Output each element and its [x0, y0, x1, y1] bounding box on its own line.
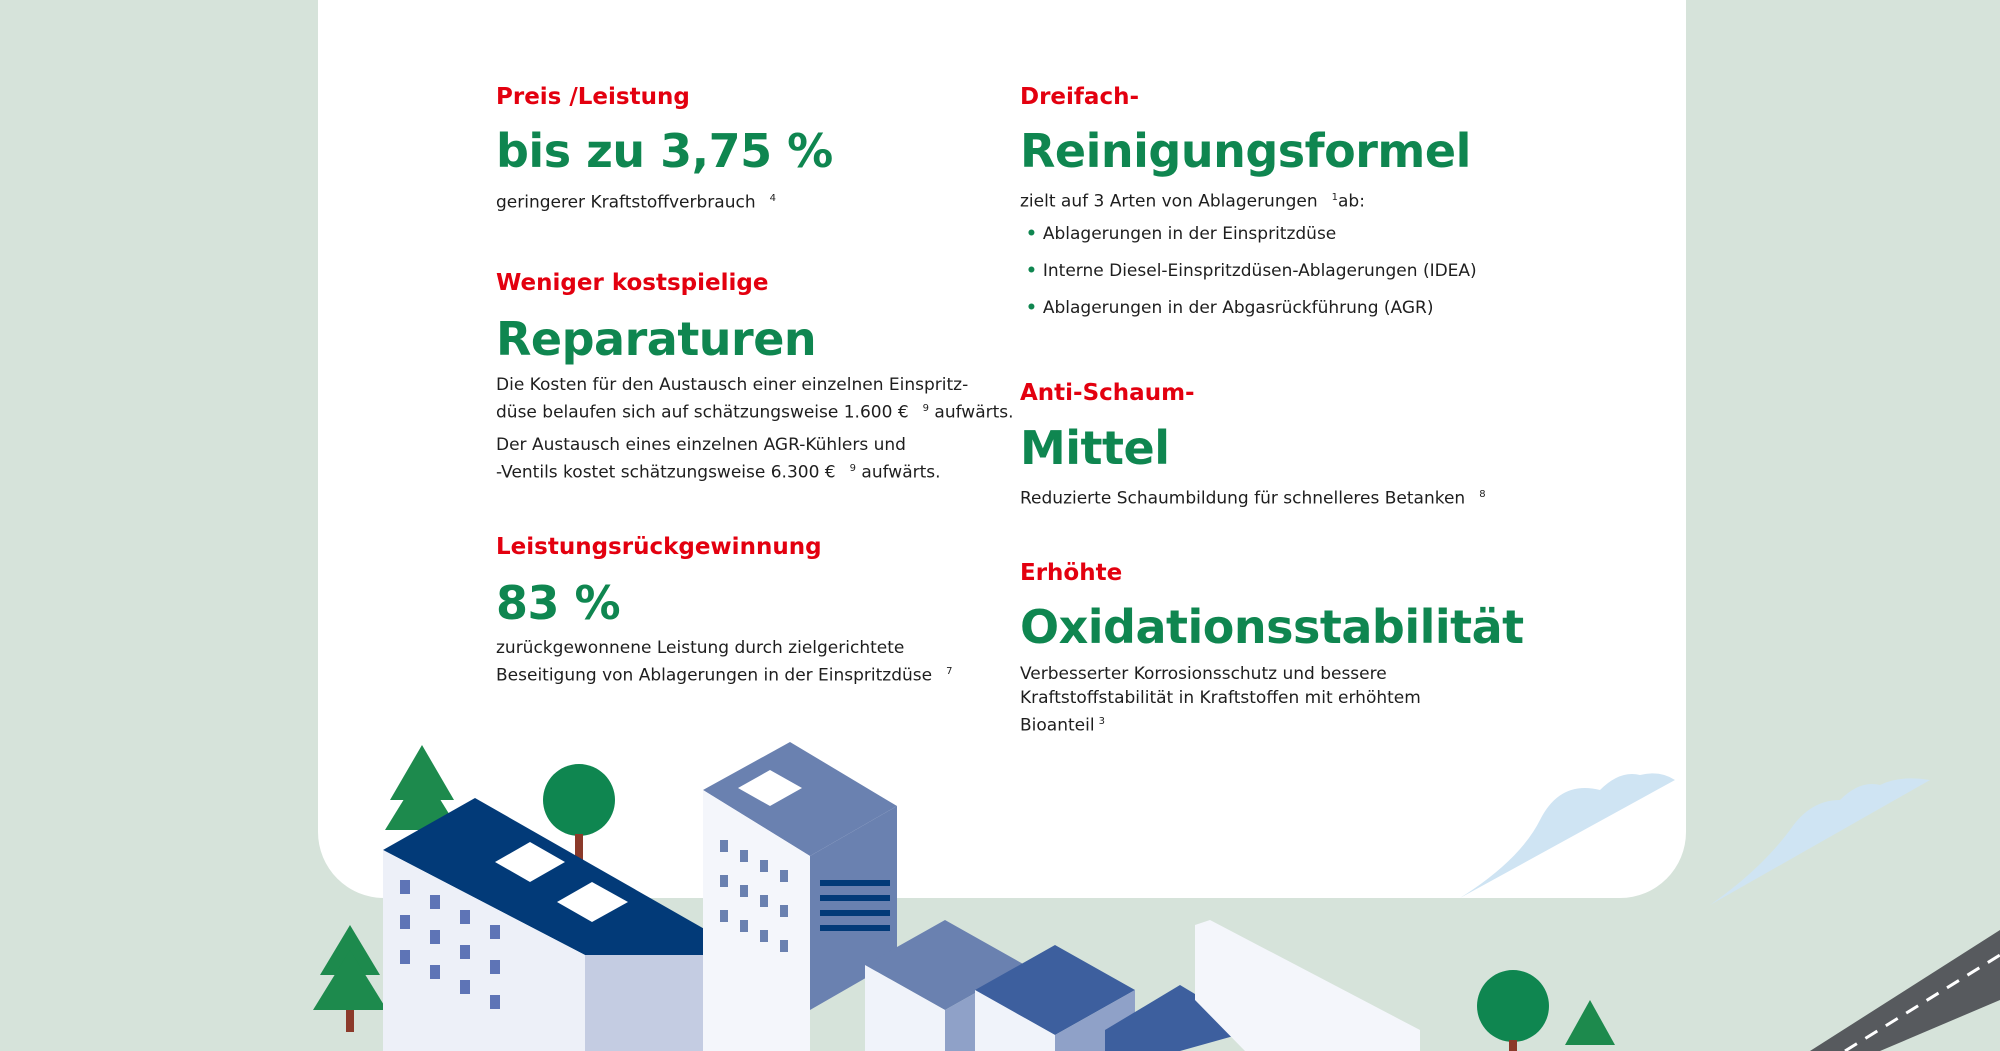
repairs-paragraph-2: Der Austausch eines einzelnen AGR-Kühlers und -Ventils kostet schätzungsweise 6.300 € $^9$ aufwärts. [496, 435, 941, 483]
footnote-ref: 9 [922, 403, 930, 414]
cloud-icon [1710, 778, 1930, 905]
bullet-item: • Ablagerungen in der Abgasrückführung (AGR) [1026, 298, 1434, 318]
cleaning-intro: zielt auf 3 Arten von Ablagerungen $^1$ab: [1020, 191, 1365, 212]
anti-foam-title: Mittel [1020, 421, 1170, 475]
recovery-value: 83 % [496, 576, 621, 630]
footnote-ref: 8 [1479, 489, 1486, 500]
oxidation-heading: Erhöhte [1020, 560, 1123, 586]
cloud-icon [1460, 773, 1675, 898]
bullet-icon: • [1026, 261, 1037, 281]
tree-icon [1477, 970, 1549, 1051]
anti-foam-heading: Anti-Schaum- [1020, 380, 1195, 406]
fuel-saving-value: bis zu 3,75 % [496, 124, 833, 178]
oxidation-text: Verbesserter Korrosionsschutz und bessere Kraftstoffstabilität in Kraftstoffen mit erhöhtem Bioanteil $^3$ [1020, 664, 1421, 736]
oxidation-title: Oxidationsstabilität [1020, 600, 1524, 654]
footnote-ref: 4 [769, 193, 776, 204]
building-icon [383, 798, 750, 1051]
bullet-icon: • [1026, 224, 1037, 244]
tree-icon [313, 925, 387, 1032]
building-icon [1195, 920, 1420, 1051]
cleaning-formula-title: Reinigungsformel [1020, 124, 1471, 178]
anti-foam-text: Reduzierte Schaumbildung für schnelleres Betanken $^8$ [1020, 488, 1486, 509]
bullet-item: • Ablagerungen in der Einspritzdüse [1026, 224, 1337, 244]
triple-heading: Dreifach- [1020, 84, 1139, 110]
footnote-ref: 1 [1331, 192, 1339, 203]
repairs-title: Reparaturen [496, 312, 817, 366]
recovery-text: zurückgewonnene Leistung durch zielgerichtete Beseitigung von Ablagerungen in der Einspritzdüse $^7$ [496, 638, 953, 686]
repairs-heading: Weniger kostspielige [496, 270, 769, 296]
footnote-ref: 7 [946, 666, 953, 677]
tree-icon [1565, 1000, 1615, 1045]
recovery-heading: Leistungsrückgewinnung [496, 534, 822, 560]
footnote-ref: 9 [849, 463, 856, 474]
repairs-paragraph-1: Die Kosten für den Austausch einer einzelnen Einspritz- düse belaufen sich auf schätzungsweise 1.600 € $^9$ aufwärts. [496, 375, 1014, 423]
bullet-icon: • [1026, 298, 1037, 318]
price-performance-heading: Preis /Leistung [496, 84, 690, 110]
bullet-item: • Interne Diesel-Einspritzdüsen-Ablagerungen (IDEA) [1026, 261, 1477, 281]
fuel-saving-text: geringerer Kraftstoffverbrauch $^4$ [496, 192, 776, 213]
footnote-ref: 3 [1098, 716, 1105, 727]
